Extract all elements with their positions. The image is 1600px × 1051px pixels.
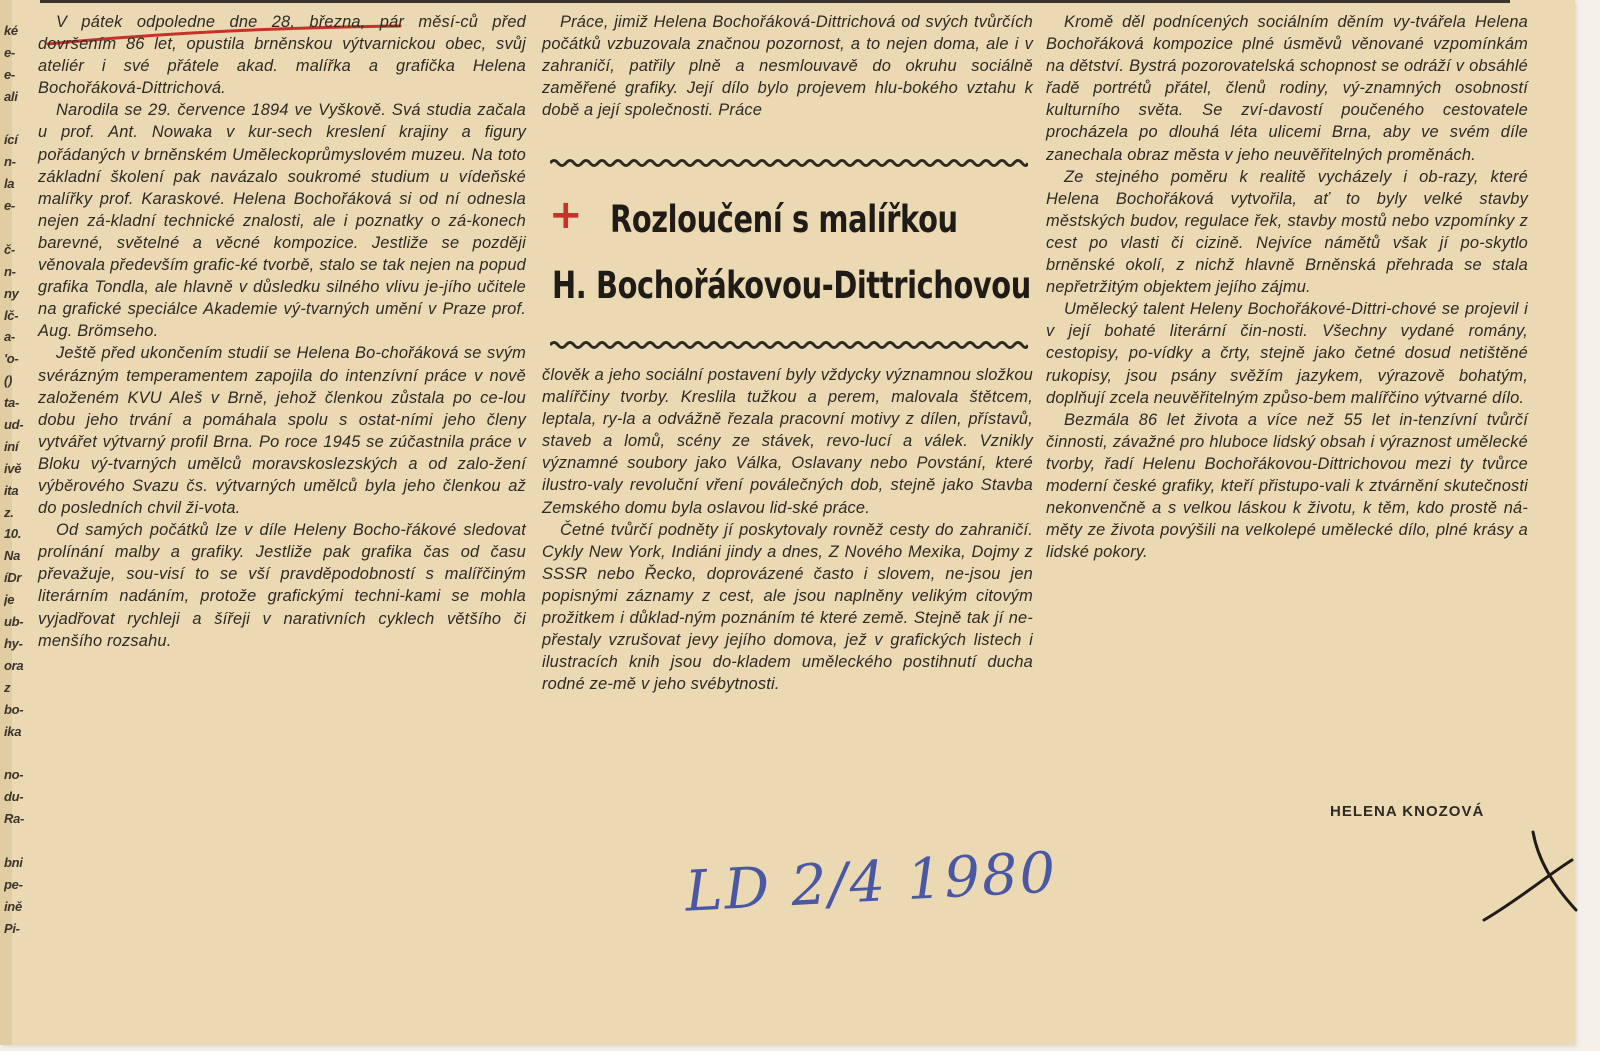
gutter-fragment-line: ud- xyxy=(4,417,24,433)
gutter-fragment-line: bo- xyxy=(4,701,24,717)
paragraph: Bezmála 86 let života a více než 55 let in-tenzívní tvůrčí činnosti, závažné pro hluboce lidský obsah i výraznost umělecké tvorby, řadí Helenu Bochořákovou-Dittrichovou mezi ty tvůrce moderní české grafiky, kteří přistupo-vali k ztvárnění skutečnosti nekonvenčně a s velkou láskou k životu, k těm, kdo prostě ná-měty ze života povýšili na velkolepé umělecké dílo, plné krásy a lidské pokory. xyxy=(1046,410,1528,562)
headline-line-2: H. Bochořákovou-Dittrichovou xyxy=(552,264,1031,307)
article-column-2-top xyxy=(542,11,1033,121)
author-byline: HELENA KNOZOVÁ xyxy=(1330,803,1485,820)
gutter-fragment-line xyxy=(4,742,32,764)
paragraph: Ze stejného poměru k realitě vycházely i ob-razy, které Helena Bochořáková vytvořila, ať to byly velké stavby městských budov, regulace řek, stavby mostů nebo vzpomínky z cest po vlasti či cizině. Nejvíce námětů však jí po-skytlo brněnské okolí, z nichž hlavně Brněnská přehrada se stala nepřetržitým objektem jejího zájmu. xyxy=(1046,167,1528,297)
gutter-fragment-line: ta- xyxy=(4,395,19,411)
gutter-fragment-line: n- xyxy=(4,154,16,170)
gutter-fragment-line: lč- xyxy=(4,307,19,323)
gutter-fragment-line: e- xyxy=(4,44,15,60)
paragraph: Umělecký talent Heleny Bochořákové-Dittri-chové se projevil i v její bohaté literární čin-nosti. Všechny vydané romány, cestopisy, po-vídky a črty, stejně jako četné dosud netištěné rukopisy, jsou psány svěžím jazykem, výrazově bohatým, doplňují zcela neuvěřitelným způso-bem malířčino výtvarné dílo. xyxy=(1046,300,1528,407)
handwritten-date-note: LD 2/4 1980 xyxy=(683,840,1059,925)
gutter-fragment-line: a- xyxy=(4,329,15,345)
gutter-fragment-line: n- xyxy=(4,263,16,279)
paragraph: Práce, jimiž Helena Bochořáková-Dittrichová od svých tvůrčích počátků vzbuzovala značnou pozornost, a to nejen doma, ale i v zahraničí, patřily plně a nesmlouvavě do okruhu sociálně zaměřené grafiky. Její dílo bylo projevem hlu-bokého vztahu k době a její společnosti. Práce xyxy=(542,13,1033,120)
gutter-fragment-line: je xyxy=(4,592,15,608)
gutter-fragment-line: () xyxy=(4,373,13,389)
headline-line-1: Rozloučení s malířkou xyxy=(610,198,958,241)
obituary-cross-icon: + xyxy=(549,192,583,238)
gutter-fragment-line: ící xyxy=(4,132,18,148)
gutter-fragment-line: Ra- xyxy=(4,811,25,827)
gutter-fragment-line: 10. xyxy=(4,526,22,542)
gutter-fragment-line xyxy=(4,108,32,130)
gutter-fragment-line: ké xyxy=(4,23,18,38)
gutter-fragment-line: 'o- xyxy=(4,351,19,367)
adjacent-column-fragment xyxy=(4,20,32,939)
gutter-fragment-line: Pi- xyxy=(4,920,20,936)
headline-divider-top xyxy=(550,158,1028,168)
handwritten-x-mark xyxy=(1478,830,1578,930)
gutter-fragment-line: la xyxy=(4,176,15,192)
gutter-fragment-line: pe- xyxy=(4,876,23,892)
gutter-fragment-line: č- xyxy=(4,241,15,257)
gutter-fragment-line: e- xyxy=(4,198,15,214)
paragraph: V pátek odpoledne dne 28. března, pár měsí-ců před dovršením 86 let, opustila brněnskou výtvarnickou obec, svůj ateliér i své přátele akad. malířka a grafička Helena Bochořáková-Dittrichová. xyxy=(38,13,526,98)
gutter-fragment-line: e- xyxy=(4,66,15,82)
gutter-fragment-line: ny xyxy=(4,285,19,301)
gutter-fragment-line: íDr xyxy=(4,570,22,586)
paragraph: Kromě děl podnícených sociálním děním vy-tvářela Helena Bochořáková kompozice plné úsměvů věnované vzpomínkám na dětství. Bystrá pozorovatelská schopnost se odráží v obsáhlé řadě portrétů přátel, členů rodiny, vý-znamných osobností kulturního světa. Se zví-davostí poučeného cestovatele procházela po dlouhá léta ulicemi Brna, aby ve svém díle zanechala obraz města v jeho neuvěřitelných proměnách. xyxy=(1046,13,1528,164)
gutter-fragment-line: ub- xyxy=(4,614,24,630)
gutter-fragment-line: bni xyxy=(4,854,23,870)
gutter-fragment-line: ita xyxy=(4,482,19,498)
top-rule xyxy=(40,0,1510,3)
gutter-fragment-line: z. xyxy=(4,504,14,520)
gutter-fragment-line: no- xyxy=(4,767,24,783)
gutter-fragment-line: ivě xyxy=(4,460,22,476)
article-column-2-bottom xyxy=(542,364,1033,695)
article-column-3 xyxy=(1046,11,1528,563)
paragraph: Od samých počátků lze v díle Heleny Bocho-řákové sledovat prolínání malby a grafiky. Jestliže pak grafika čas od času převažuje, sou-visí to se vší pravděpodobností s malířčiným literárním nadáním, protože grafickými techni-kami se mohla vyjadřovat rychleji a šířeji v narativních cyklech většího či menšího rozsahu. xyxy=(38,521,526,650)
gutter-fragment-line: ině xyxy=(4,898,22,914)
article-column-1 xyxy=(38,11,526,652)
paragraph: Ještě před ukončením studií se Helena Bo-chořáková se svým svérázným temperamentem zapojila do intenzívní práce v nově založeném KVU Aleš v Brně, jehož členkou zůstala po ce-lou dobu jeho trvání a pomáhala spolu s ostat-ními jeho členy vytvářet výtvarný profil Brna. Po roce 1945 se zúčastnila práce v Bloku vý-tvarných umělců moravskoslezských a od zalo-žení výběrového Svazu čs. výtvarných umělců byla jeho členkou až do posledních chvil ži-vota. xyxy=(38,344,526,518)
gutter-fragment-line xyxy=(4,830,32,852)
paragraph: Narodila se 29. července 1894 ve Vyškově. Svá studia začala u prof. Ant. Nowaka v kur-sech kreslení krajiny a figury pořádaných v brněnském Uměleckoprůmyslovém muzeu. Na toto základní školení pak navázalo soukromé studium u vídeňské malířky prof. Karaskové. Helena Bochořáková si od ní odnesla nejen zá-kladní technické znalosti, ale i poznatky o zá-konech barevné, světelné a věcné kompozice. Jestliže se později věnovala především grafic-ké tvorbě, stalo se tak nejen na popud grafika Tondla, ale hlavně v důsledku silného vlivu je-jího učitele na grafické speciálce Akademie vý-tvarných umění v Praze prof. Aug. Brömseho. xyxy=(38,101,526,341)
gutter-fragment-line: hy- xyxy=(4,635,23,651)
gutter-fragment-line: z xyxy=(4,679,11,695)
paragraph: člověk a jeho sociální postavení byly vždycky významnou složkou malířčiny tvorby. Kreslila tužkou a perem, malovala štětcem, leptala, ry-la a odvážně řezala pracovní motivy z dílen, přístavů, staveb a lomů, scény ze stávek, revo-lucí a válek. Vznikly významné soubory jako Válka, Oslavany nebo Povstání, které ilustro-valy revoluční vření poválečných dob, stejně jako Stavba Zemského domu byla oslavou lid-ské práce. xyxy=(542,366,1033,517)
gutter-fragment-line xyxy=(4,217,32,239)
gutter-fragment-line: Na xyxy=(4,548,21,564)
gutter-fragment-line: ika xyxy=(4,723,22,739)
gutter-fragment-line: ora xyxy=(4,657,24,673)
gutter-fragment-line: du- xyxy=(4,789,24,805)
headline-divider-bottom xyxy=(550,340,1028,350)
gutter-fragment-line: ali xyxy=(4,88,18,104)
gutter-fragment-line: iní xyxy=(4,438,19,454)
paragraph: Četné tvůrčí podněty jí poskytovaly rovněž cesty do zahraničí. Cykly New York, Indiáni jindy a dnes, Z Nového Mexika, Dojmy z SSSR nebo Řecko, doprovázené často i slovem, ne-jsou jen popisnými záznamy z cest, ale jsou naplněny velikým citovým prožitkem i důklad-ným poznáním té které země. Stejně tak jí ne-přestaly vzrušovat jevy jejího domova, jež v grafických listech i ilustracích knih jsou do-kladem uměleckého postihnutí ducha rodné ze-mě v jeho svébytnosti. xyxy=(542,520,1033,694)
